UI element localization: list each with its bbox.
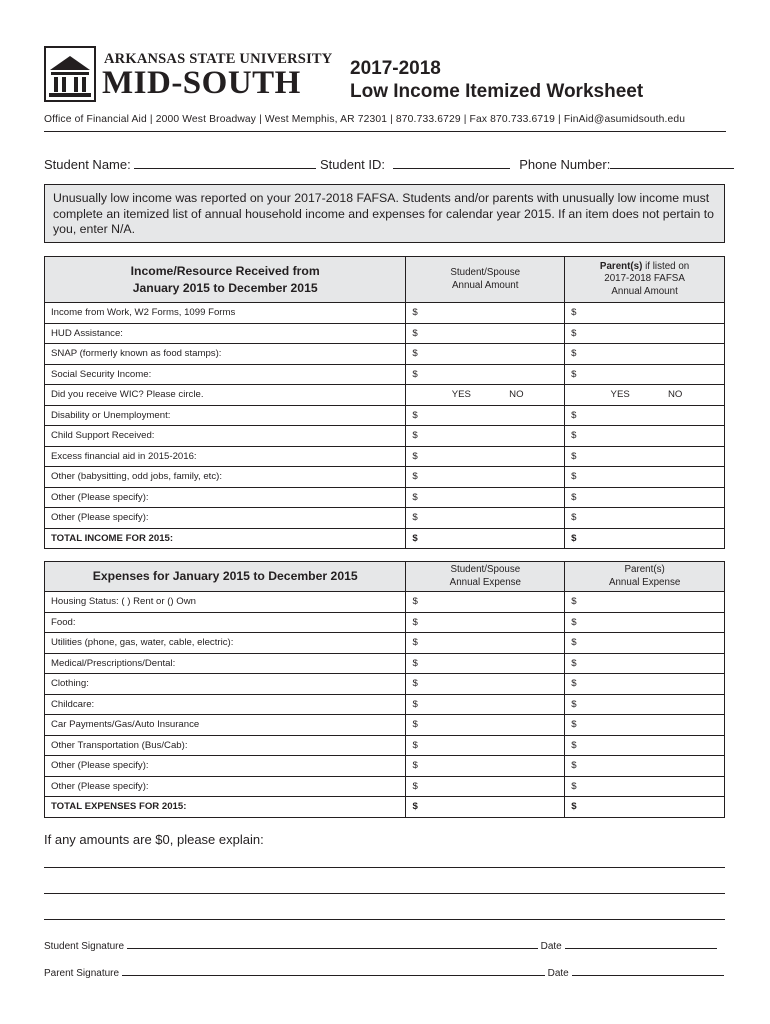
income-header-line1: Income/Resource Received from: [130, 263, 320, 278]
phone-label: Phone Number:: [519, 157, 611, 172]
income-row-label: Disability or Unemployment:: [45, 405, 406, 426]
expense-row: [45, 653, 725, 674]
student-date-label: Date: [540, 941, 562, 952]
parent-signature-field[interactable]: [122, 967, 545, 976]
income-row: [45, 508, 725, 529]
student-date-field[interactable]: [565, 940, 717, 949]
income-row: [45, 446, 725, 467]
expense-row-label: TOTAL EXPENSES FOR 2015:: [45, 797, 406, 818]
expense-row-label: Childcare:: [45, 694, 406, 715]
expense-student-amount[interactable]: $: [406, 592, 565, 613]
expense-header-parent-line1: Parent(s): [624, 564, 665, 575]
income-header-student-line2: Annual Amount: [452, 279, 519, 291]
expense-student-amount[interactable]: $: [406, 674, 565, 695]
income-row-label: TOTAL INCOME FOR 2015:: [45, 528, 406, 549]
income-row-label: Child Support Received:: [45, 426, 406, 447]
notice-box: Unusually low income was reported on your 2017-2018 FAFSA. Students and/or parents with unusually low income must complete an itemized list of annual household income and expenses for calendar year 2015. If an item does not pertain to you, enter N/A.: [44, 184, 725, 243]
expense-parent-amount[interactable]: $: [565, 776, 725, 797]
expense-parent-amount[interactable]: $: [565, 653, 725, 674]
income-student-amount[interactable]: $: [406, 405, 565, 426]
student-signature-label: Student Signature: [44, 941, 125, 952]
income-header-col3: [565, 257, 725, 303]
income-row: [45, 426, 725, 447]
income-student-amount[interactable]: $: [406, 426, 565, 447]
expense-row-label: Utilities (phone, gas, water, cable, electric):: [45, 633, 406, 654]
student-id-label: Student ID:: [319, 157, 386, 172]
expense-table: [44, 561, 725, 818]
expense-student-amount[interactable]: $: [406, 633, 565, 654]
student-signature-row: [44, 940, 717, 952]
explain-line-1[interactable]: [44, 867, 725, 868]
header-divider: [44, 131, 726, 132]
explain-line-3[interactable]: [44, 919, 725, 920]
expense-student-amount[interactable]: $: [406, 776, 565, 797]
income-student-amount[interactable]: $: [406, 528, 565, 549]
expense-parent-amount[interactable]: $: [565, 735, 725, 756]
income-row: [45, 344, 725, 365]
university-name: ARKANSAS STATE UNIVERSITY: [104, 51, 333, 67]
income-row-label: Income from Work, W2 Forms, 1099 Forms: [45, 303, 406, 324]
building-logo-icon: [44, 46, 96, 102]
income-student-amount[interactable]: $: [406, 364, 565, 385]
income-header-line2: January 2015 to December 2015: [132, 280, 318, 295]
student-signature-field[interactable]: [127, 940, 538, 949]
expense-header-col3: [565, 562, 725, 592]
expense-parent-amount[interactable]: $: [565, 715, 725, 736]
income-row: [45, 487, 725, 508]
parent-date-label: Date: [547, 968, 569, 979]
contact-info: Office of Financial Aid | 2000 West Broadway | West Memphis, AR 72301 | 870.733.6729 | Fax 870.733.6719 | FinAid@asumidsouth.edu: [44, 114, 686, 125]
expense-parent-amount[interactable]: $: [565, 612, 725, 633]
expense-row: [45, 592, 725, 613]
income-parent-amount[interactable]: $: [565, 467, 725, 488]
income-parent-amount[interactable]: $: [565, 426, 725, 447]
expense-student-amount[interactable]: $: [406, 612, 565, 633]
income-row: [45, 385, 725, 406]
income-row-label: Did you receive WIC? Please circle.: [45, 385, 406, 406]
expense-parent-amount[interactable]: $: [565, 674, 725, 695]
income-row: [45, 467, 725, 488]
income-header-parent-line2: 2017-2018 FAFSA: [604, 273, 685, 285]
wic-no-option[interactable]: NO: [509, 389, 524, 401]
expense-header-student-line1: Student/Spouse: [450, 564, 521, 575]
expense-student-amount[interactable]: $: [406, 715, 565, 736]
student-name-label: Student Name:: [44, 157, 131, 172]
income-parent-amount[interactable]: $: [565, 528, 725, 549]
expense-row-label: Other Transportation (Bus/Cab):: [45, 735, 406, 756]
page-title: [350, 57, 643, 103]
income-row-label: HUD Assistance:: [45, 323, 406, 344]
income-row-label: Social Security Income:: [45, 364, 406, 385]
expense-row: [45, 633, 725, 654]
income-row-label: SNAP (formerly known as food stamps):: [45, 344, 406, 365]
expense-parent-amount[interactable]: $: [565, 694, 725, 715]
explain-label: If any amounts are $0, please explain:: [44, 832, 264, 847]
expense-student-amount[interactable]: $: [406, 756, 565, 777]
expense-parent-amount[interactable]: $: [565, 797, 725, 818]
income-parent-amount[interactable]: $: [565, 364, 725, 385]
income-row-label: Excess financial aid in 2015-2016:: [45, 446, 406, 467]
expense-row: [45, 776, 725, 797]
income-wic-student-choice: [406, 385, 565, 406]
student-name-field[interactable]: [134, 160, 316, 169]
expense-header-col2: [406, 562, 565, 592]
income-parent-amount[interactable]: $: [565, 323, 725, 344]
wic-yes-option[interactable]: YES: [451, 389, 471, 401]
income-row: [45, 303, 725, 324]
income-student-amount[interactable]: $: [406, 487, 565, 508]
expense-student-amount[interactable]: $: [406, 797, 565, 818]
university-logo: [44, 46, 333, 102]
wic-yes-option[interactable]: YES: [610, 389, 630, 401]
income-header-parent-line3: Annual Amount: [611, 285, 678, 297]
expense-row: [45, 715, 725, 736]
expense-parent-amount[interactable]: $: [565, 592, 725, 613]
income-table-header: [45, 257, 725, 303]
income-parent-amount[interactable]: $: [565, 344, 725, 365]
income-student-amount[interactable]: $: [406, 446, 565, 467]
parent-rest-label: if listed on: [642, 260, 690, 272]
student-id-field[interactable]: [393, 160, 510, 169]
expense-parent-amount[interactable]: $: [565, 756, 725, 777]
expense-header-parent-line2: Annual Expense: [608, 576, 681, 588]
parent-signature-row: [44, 967, 724, 979]
parent-date-field[interactable]: [572, 967, 724, 976]
income-row-label: Other (babysitting, odd jobs, family, etc):: [45, 467, 406, 488]
form-year: 2017-2018: [350, 58, 441, 79]
income-student-amount[interactable]: $: [406, 323, 565, 344]
expense-row-label: Medical/Prescriptions/Dental:: [45, 653, 406, 674]
income-row-label: Other (Please specify):: [45, 508, 406, 529]
expense-row: [45, 735, 725, 756]
income-header-parent-line1: [571, 261, 718, 274]
expense-row-label: Other (Please specify):: [45, 776, 406, 797]
income-header-col1: [45, 257, 406, 303]
income-student-amount[interactable]: $: [406, 467, 565, 488]
expense-row: [45, 612, 725, 633]
income-header-student-line1: Student/Spouse: [450, 267, 521, 278]
income-header-col2: [406, 257, 565, 303]
expense-table-header: [45, 562, 725, 592]
income-row: [45, 528, 725, 549]
campus-name: MID-SOUTH: [102, 65, 301, 101]
expense-row-label: Clothing:: [45, 674, 406, 695]
expense-student-amount[interactable]: $: [406, 653, 565, 674]
income-row: [45, 405, 725, 426]
expense-row: [45, 756, 725, 777]
form-title: Low Income Itemized Worksheet: [350, 81, 644, 102]
expense-header-student-line2: Annual Expense: [449, 576, 522, 588]
expense-student-amount[interactable]: $: [406, 735, 565, 756]
income-table: [44, 256, 725, 549]
income-parent-amount[interactable]: $: [565, 446, 725, 467]
parent-signature-label: Parent Signature: [44, 968, 120, 979]
income-row: [45, 364, 725, 385]
expense-header-col1: Expenses for January 2015 to December 2015: [45, 562, 406, 592]
expense-row-label: Other (Please specify):: [45, 756, 406, 777]
income-student-amount[interactable]: $: [406, 344, 565, 365]
expense-row-label: Housing Status: ( ) Rent or () Own: [45, 592, 406, 613]
expense-parent-amount[interactable]: $: [565, 633, 725, 654]
expense-row-label: Car Payments/Gas/Auto Insurance: [45, 715, 406, 736]
expense-row: [45, 797, 725, 818]
phone-field[interactable]: [610, 160, 734, 169]
income-row-label: Other (Please specify):: [45, 487, 406, 508]
expense-row: [45, 694, 725, 715]
wic-no-option[interactable]: NO: [667, 389, 683, 401]
expense-row-label: Food:: [45, 612, 406, 633]
expense-student-amount[interactable]: $: [406, 694, 565, 715]
expense-row: [45, 674, 725, 695]
income-parent-amount[interactable]: $: [565, 303, 725, 324]
income-wic-parent-choice: [565, 385, 725, 406]
income-parent-amount[interactable]: $: [565, 405, 725, 426]
income-parent-amount[interactable]: $: [565, 508, 725, 529]
student-info-fields: [44, 157, 734, 172]
income-parent-amount[interactable]: $: [565, 487, 725, 508]
income-row: [45, 323, 725, 344]
income-student-amount[interactable]: $: [406, 303, 565, 324]
explain-line-2[interactable]: [44, 893, 725, 894]
parent-bold-label: Parent(s): [599, 260, 643, 272]
income-student-amount[interactable]: $: [406, 508, 565, 529]
